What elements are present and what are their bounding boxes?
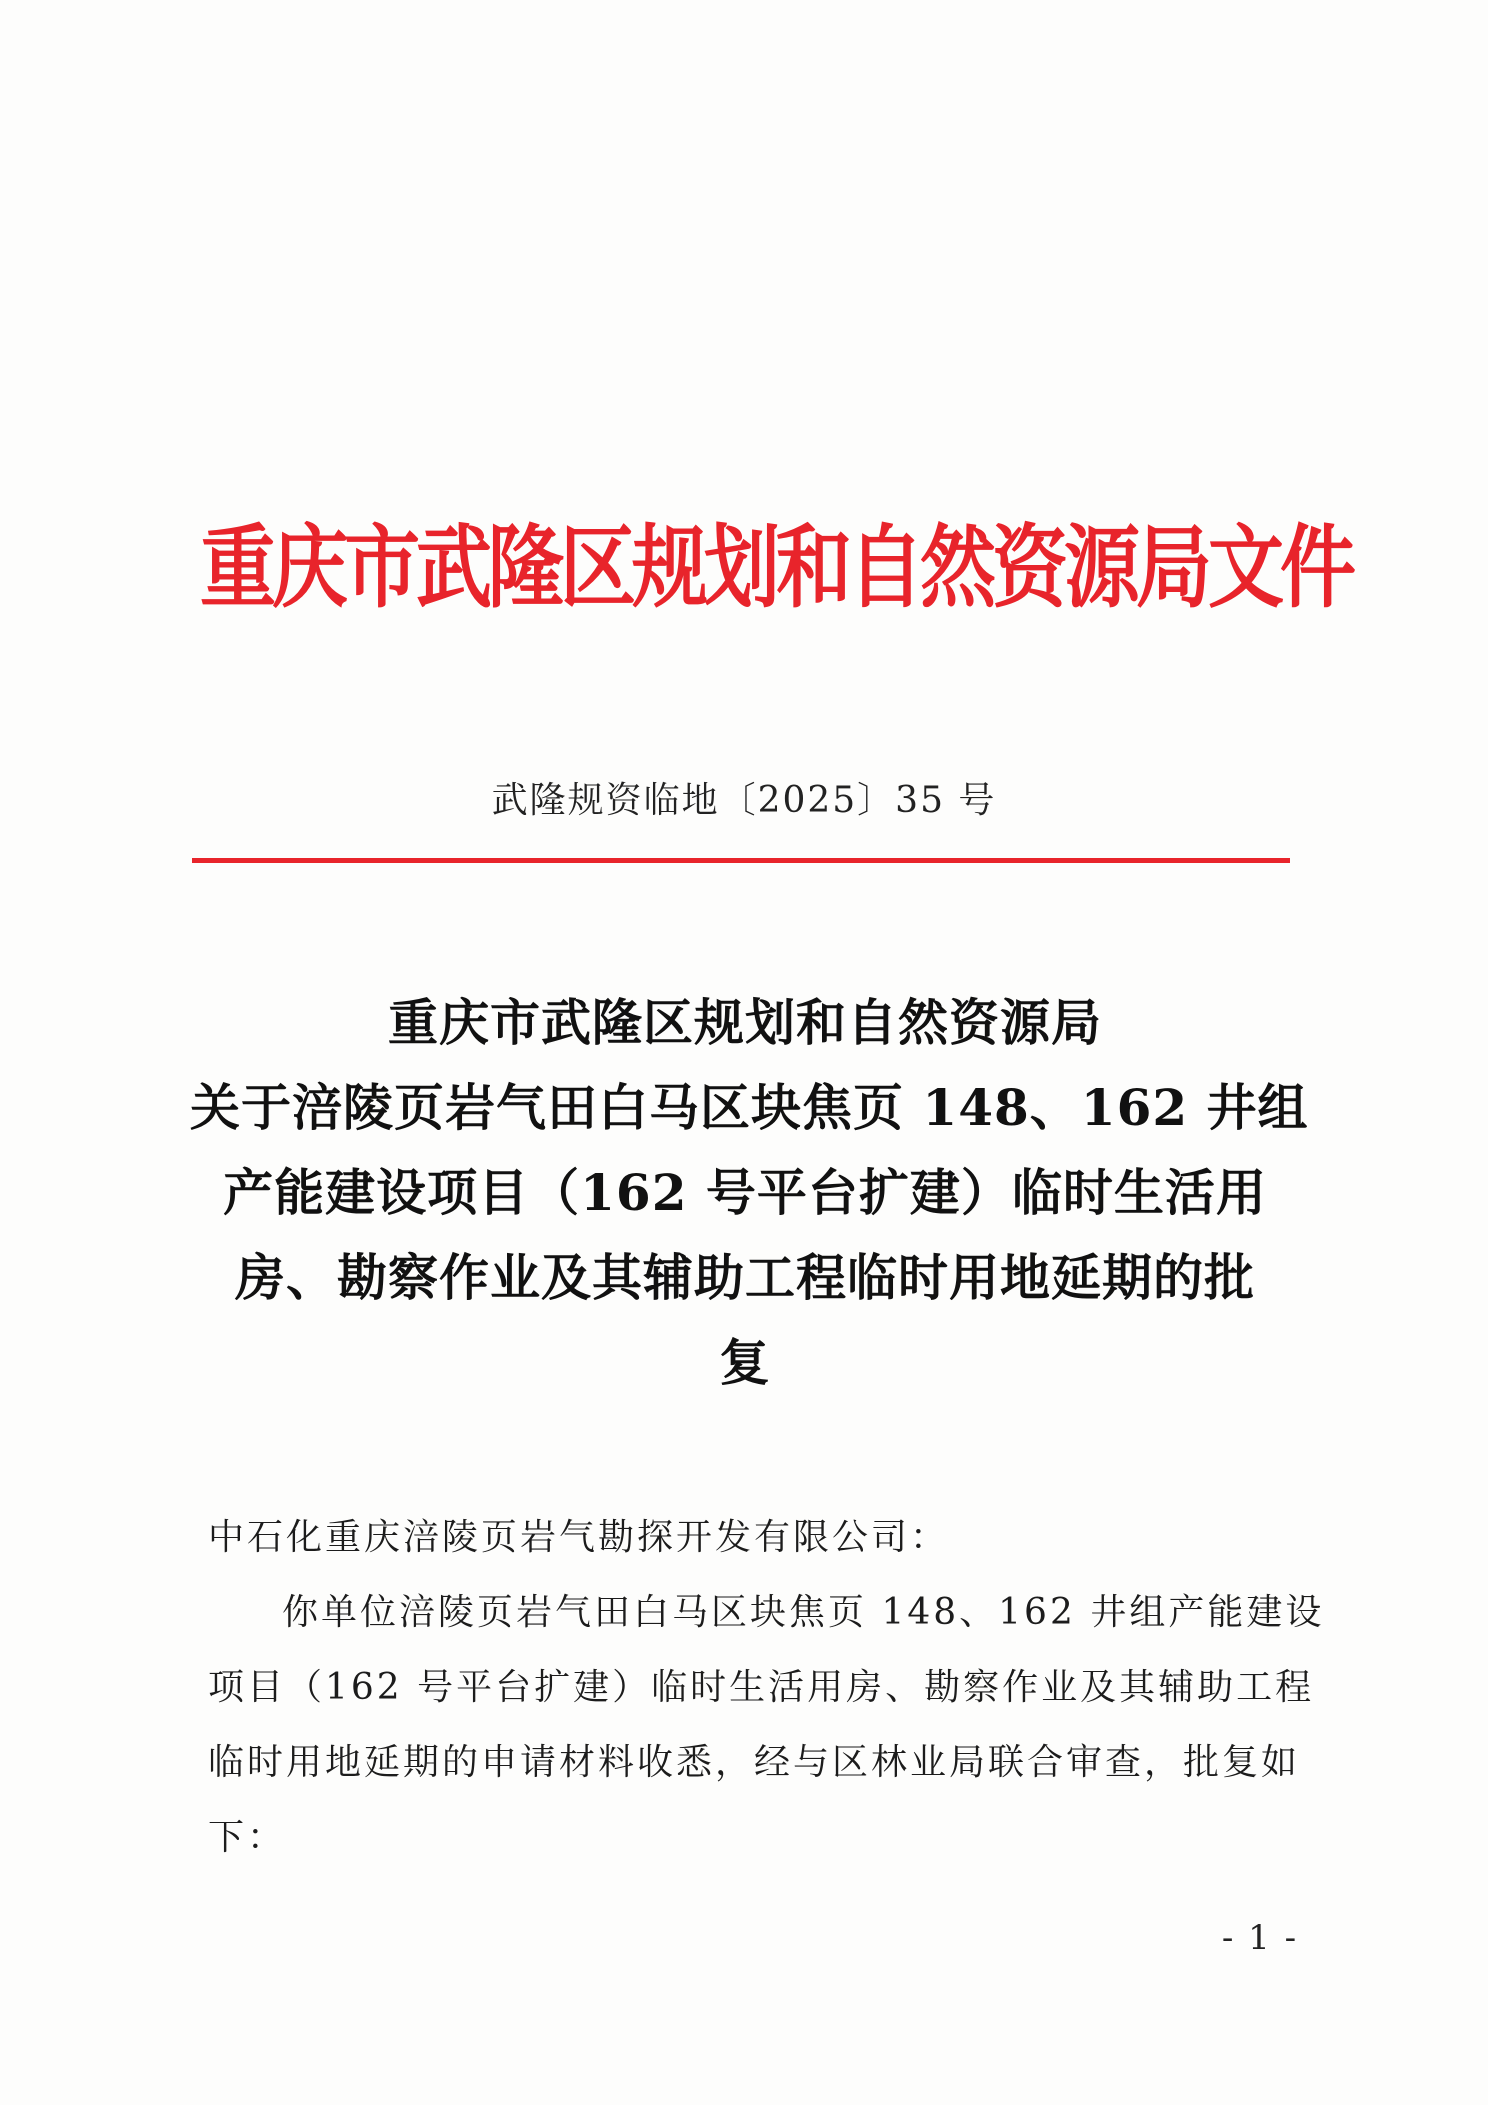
page-number: - 1 - bbox=[1221, 1918, 1299, 1958]
title-line: 房、勘察作业及其辅助工程临时用地延期的批 bbox=[235, 1248, 1255, 1307]
document-body bbox=[208, 1500, 1325, 1875]
title-line: 复 bbox=[719, 1333, 771, 1392]
document-title bbox=[190, 980, 1309, 1405]
title-line: 重庆市武隆区规划和自然资源局 bbox=[388, 993, 1102, 1052]
addressee: 中石化重庆涪陵页岩气勘探开发有限公司： bbox=[208, 1517, 950, 1558]
title-line: 产能建设项目（162 号平台扩建）临时生活用 bbox=[223, 1163, 1267, 1222]
paragraph-line: 你单位涪陵页岩气田白马区块焦页 148、162 井组产能建设 bbox=[282, 1592, 1325, 1633]
paragraph-line: 项目（162 号平台扩建）临时生活用房、勘察作业及其辅助工程 bbox=[208, 1667, 1315, 1708]
title-line: 关于涪陵页岩气田白马区块焦页 148、162 井组 bbox=[190, 1078, 1309, 1137]
issuer-header-title: 重庆市武隆区规划和自然资源局文件 bbox=[200, 514, 1352, 620]
red-divider-line bbox=[192, 858, 1290, 863]
paragraph-line: 临时用地延期的申请材料收悉，经与区林业局联合审查，批复如 bbox=[208, 1742, 1301, 1783]
document-number: 武隆规资临地〔2025〕35 号 bbox=[491, 780, 997, 821]
paragraph-line: 下： bbox=[208, 1817, 287, 1858]
